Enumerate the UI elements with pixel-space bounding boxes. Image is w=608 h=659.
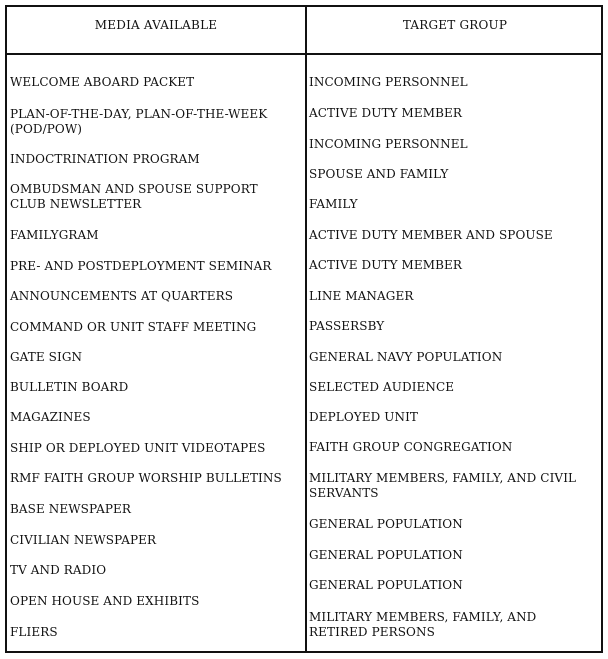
media-item: FLIERS <box>10 625 58 639</box>
media-item: PLAN-OF-THE-DAY, PLAN-OF-THE-WEEK (POD/POW) <box>10 107 268 136</box>
target-item: SELECTED AUDIENCE <box>309 380 455 394</box>
media-item: MAGAZINES <box>10 410 91 424</box>
target-item: PASSERSBY <box>309 319 385 333</box>
target-item: GENERAL POPULATION <box>309 517 463 531</box>
media-item: COMMAND OR UNIT STAFF MEETING <box>10 320 257 334</box>
target-item: DEPLOYED UNIT <box>309 410 419 424</box>
media-item: RMF FAITH GROUP WORSHIP BULLETINS <box>10 471 282 485</box>
media-item: OMBUDSMAN AND SPOUSE SUPPORT CLUB NEWSLETTER <box>10 182 258 211</box>
target-item: FAMILY <box>309 197 358 211</box>
target-item: GENERAL NAVY POPULATION <box>309 350 503 364</box>
header-target-group: TARGET GROUP <box>402 18 508 32</box>
target-item: ACTIVE DUTY MEMBER <box>309 106 463 120</box>
left-margin-tick <box>5 55 7 75</box>
media-item: WELCOME ABOARD PACKET <box>10 75 195 89</box>
media-target-table <box>5 5 603 653</box>
media-item: OPEN HOUSE AND EXHIBITS <box>10 594 200 608</box>
target-item: GENERAL POPULATION <box>309 548 463 562</box>
target-item: FAITH GROUP CONGREGATION <box>309 440 513 454</box>
target-item: MILITARY MEMBERS, FAMILY, AND RETIRED PERSONS <box>309 610 537 639</box>
media-item: INDOCTRINATION PROGRAM <box>10 152 200 166</box>
target-item: SPOUSE AND FAMILY <box>309 167 449 181</box>
media-item: PRE- AND POSTDEPLOYMENT SEMINAR <box>10 259 272 273</box>
target-item: LINE MANAGER <box>309 289 414 303</box>
media-item: SHIP OR DEPLOYED UNIT VIDEOTAPES <box>10 441 266 455</box>
media-item: FAMILYGRAM <box>10 228 99 242</box>
target-item: ACTIVE DUTY MEMBER AND SPOUSE <box>309 228 553 242</box>
column-divider <box>305 7 307 651</box>
target-item: INCOMING PERSONNEL <box>309 75 468 89</box>
target-item: ACTIVE DUTY MEMBER <box>309 258 463 272</box>
header-divider <box>7 53 601 55</box>
media-item: CIVILIAN NEWSPAPER <box>10 533 157 547</box>
target-item: MILITARY MEMBERS, FAMILY, AND CIVIL SERVANTS <box>309 471 577 500</box>
target-item: GENERAL POPULATION <box>309 578 463 592</box>
media-item: GATE SIGN <box>10 350 83 364</box>
media-item: TV AND RADIO <box>10 563 107 577</box>
media-item: ANNOUNCEMENTS AT QUARTERS <box>10 289 234 303</box>
media-item: BULLETIN BOARD <box>10 380 129 394</box>
header-media-available: MEDIA AVAILABLE <box>94 18 218 32</box>
target-item: INCOMING PERSONNEL <box>309 137 468 151</box>
media-item: BASE NEWSPAPER <box>10 502 132 516</box>
